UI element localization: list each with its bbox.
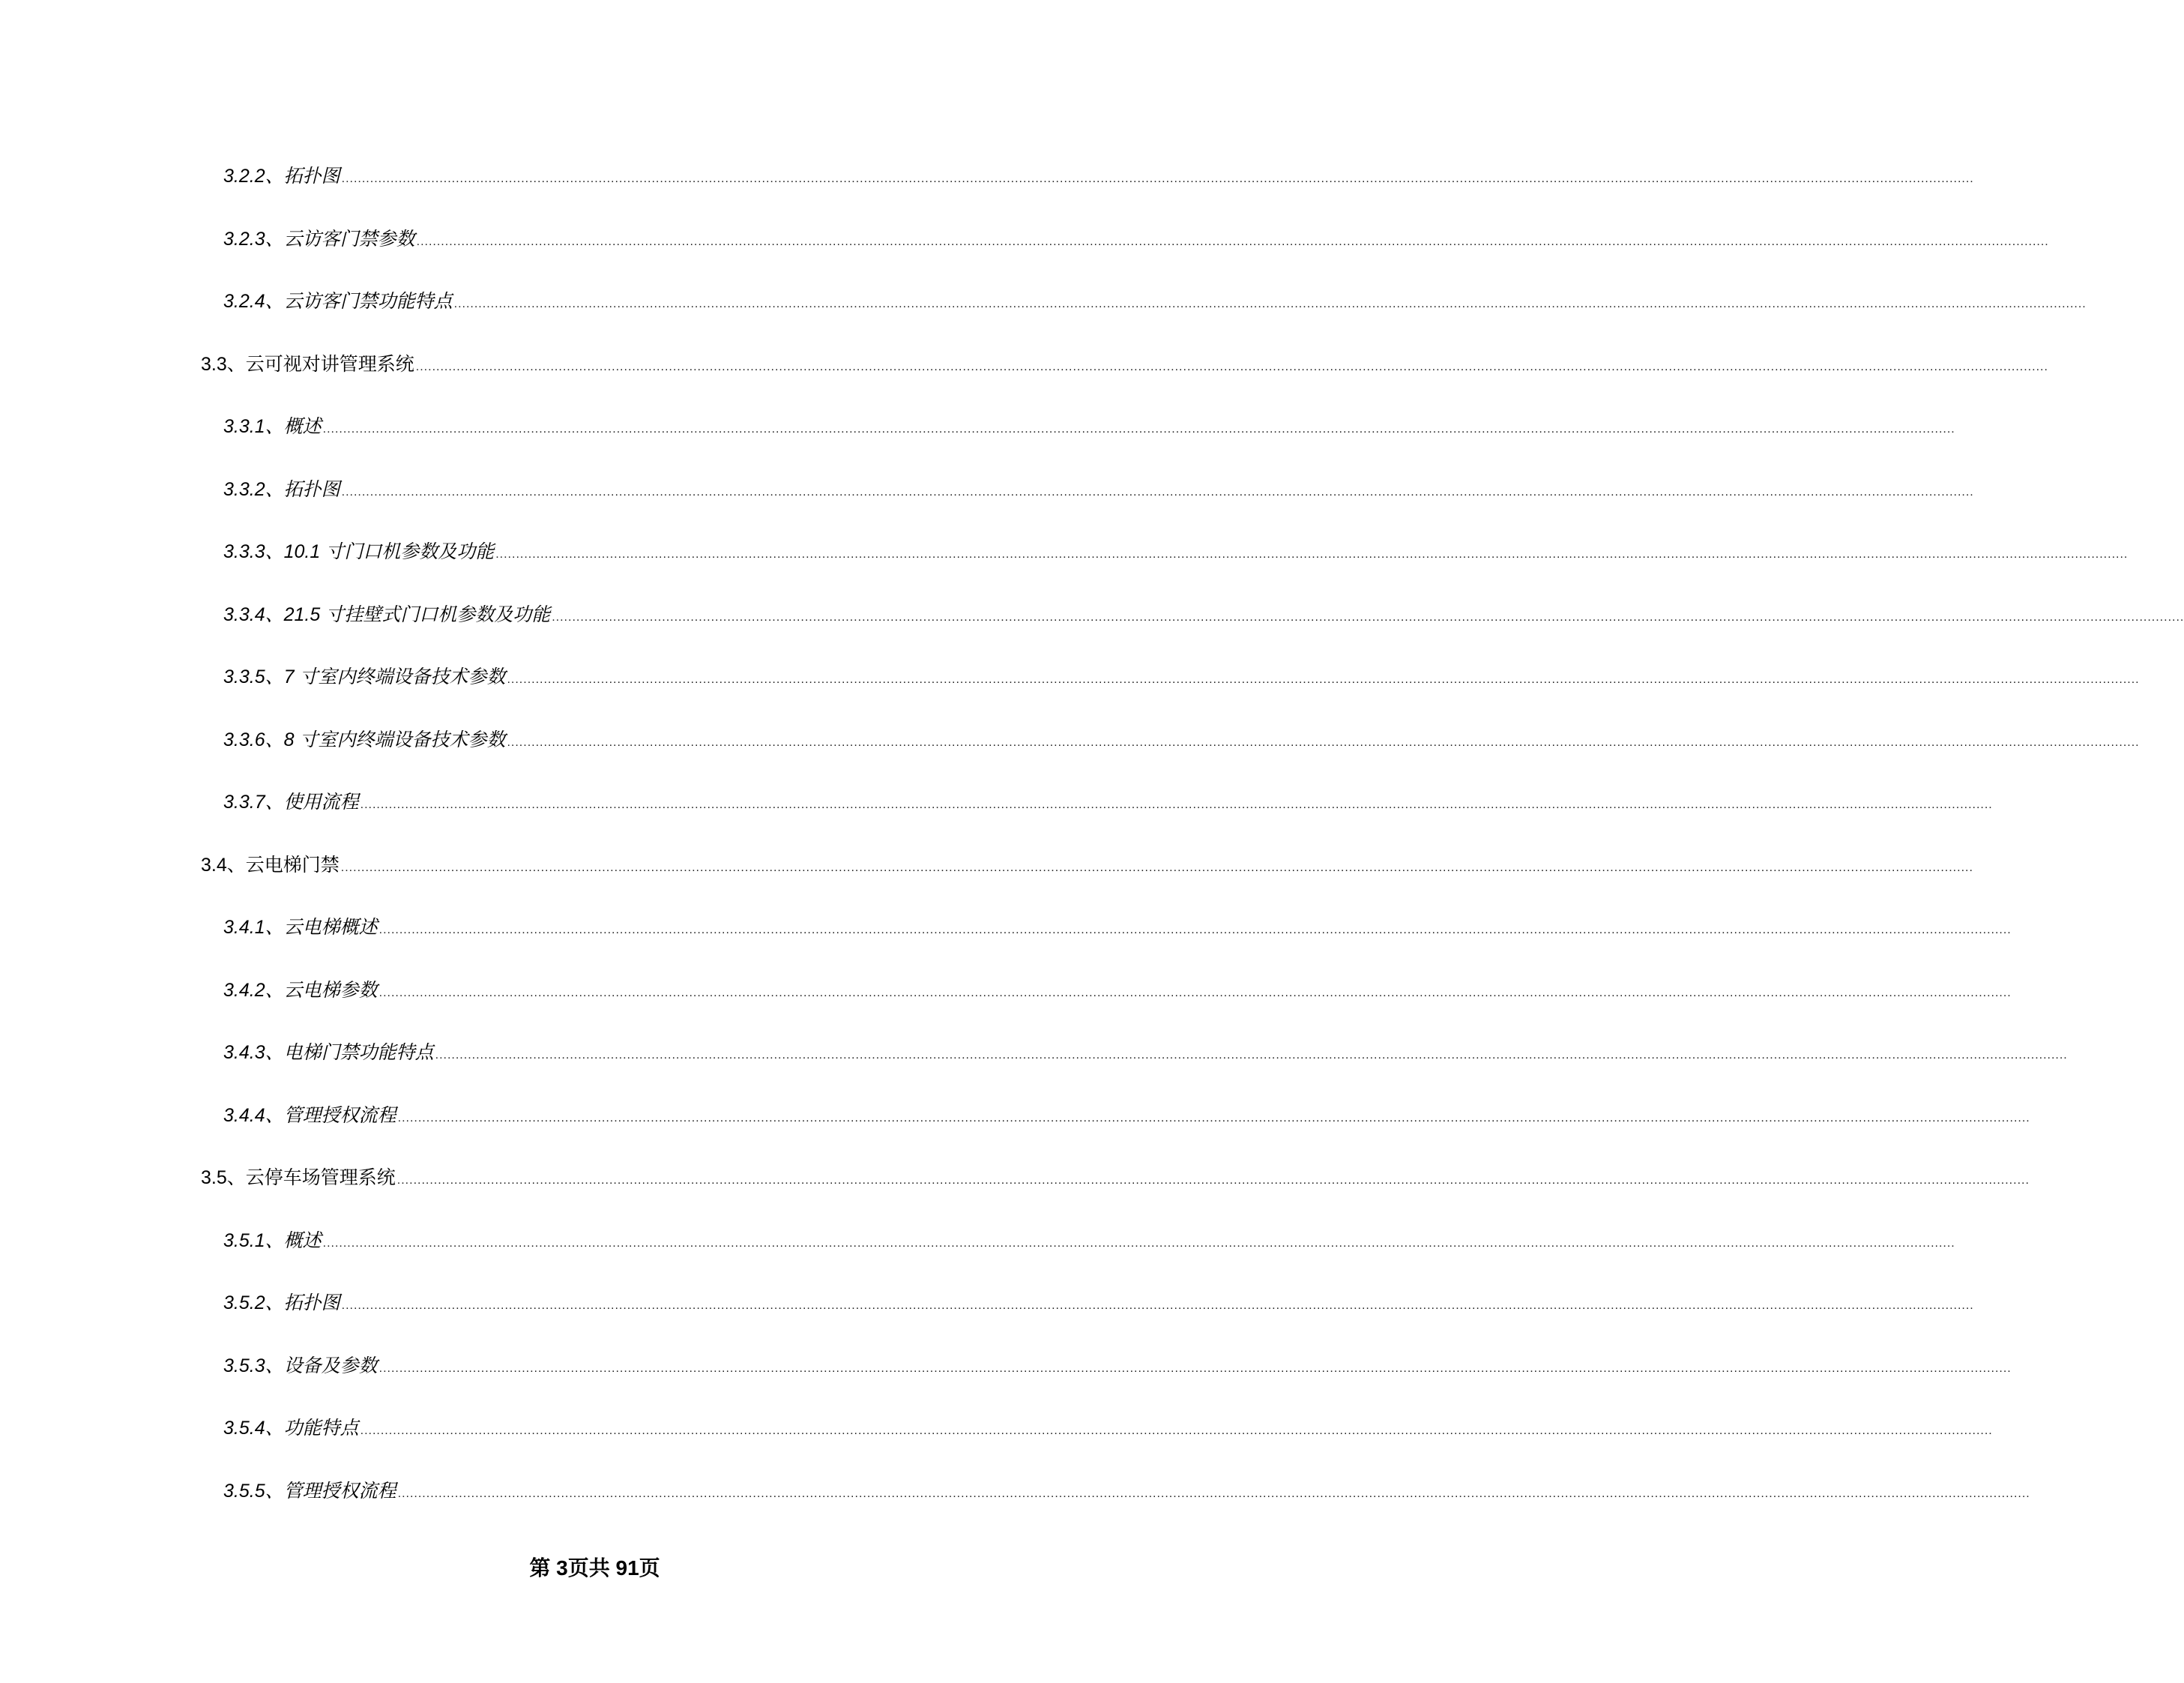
toc-dot-leader: ................................................................................................................................................................................................................................................................................................................................................................................................................ (415, 361, 2048, 373)
toc-entry-title: 21.5 寸挂壁式门口机参数及功能 (283, 604, 551, 625)
toc-dot-leader: ................................................................................................................................................................................................................................................................................................................................................................................................................ (378, 924, 2012, 936)
toc-entry[interactable] (223, 1288, 1974, 1318)
toc-entry-number: 3.4、 (201, 855, 246, 876)
toc-dot-leader: ................................................................................................................................................................................................................................................................................................................................................................................................................ (397, 1487, 2030, 1500)
toc-dot-leader: ................................................................................................................................................................................................................................................................................................................................................................................................................ (507, 736, 2140, 749)
toc-entry[interactable] (223, 1413, 1993, 1443)
toc-entry-number: 3.5、 (201, 1167, 246, 1188)
toc-entry[interactable] (201, 1163, 2030, 1193)
toc-entry-title: 功能特点 (283, 1418, 359, 1439)
toc-entry-title: 云访客门禁参数 (283, 229, 415, 250)
toc-entry-title: 管理授权流程 (283, 1481, 396, 1502)
toc-dot-leader: ................................................................................................................................................................................................................................................................................................................................................................................................................ (435, 1049, 2068, 1062)
toc-entry[interactable] (223, 1038, 2068, 1068)
toc-entry-number: 3.3.3、 (223, 541, 284, 562)
page-number-label: 第 3页共 91页 (529, 1556, 660, 1580)
toc-entry-number: 3.5.2、 (223, 1292, 284, 1313)
toc-dot-leader: ................................................................................................................................................................................................................................................................................................................................................................................................................ (360, 798, 1993, 811)
toc-entry-title: 云电梯概述 (283, 917, 378, 938)
toc-entry[interactable] (223, 787, 1993, 817)
toc-entry-title: 使用流程 (283, 792, 359, 813)
toc-entry-title: 7 寸室内终端设备技术参数 (283, 666, 506, 687)
toc-entry[interactable] (223, 475, 1974, 505)
toc-entry-title: 概述 (283, 416, 322, 437)
toc-dot-leader: ................................................................................................................................................................................................................................................................................................................................................................................................................ (552, 611, 2184, 624)
toc-dot-leader: ................................................................................................................................................................................................................................................................................................................................................................................................................ (360, 1424, 1993, 1437)
toc-entry-title: 电梯门禁功能特点 (283, 1042, 434, 1063)
toc-entry[interactable] (223, 1101, 2030, 1130)
page-footer (0, 1553, 1189, 1583)
toc-entry[interactable] (201, 349, 2048, 379)
toc-entry[interactable] (223, 725, 2140, 755)
toc-entry-title: 云访客门禁功能特点 (283, 291, 453, 312)
toc-dot-leader: ................................................................................................................................................................................................................................................................................................................................................................................................................ (495, 548, 2129, 561)
toc-entry-title: 拓扑图 (283, 166, 340, 187)
toc-entry-title: 拓扑图 (283, 1292, 340, 1313)
toc-dot-leader: ................................................................................................................................................................................................................................................................................................................................................................................................................ (378, 987, 2012, 999)
toc-entry[interactable] (223, 1226, 1955, 1256)
toc-entry-number: 3.4.1、 (223, 917, 284, 938)
toc-dot-leader: ................................................................................................................................................................................................................................................................................................................................................................................................................ (341, 486, 1974, 499)
toc-entry[interactable] (223, 412, 1955, 442)
toc-entry-number: 3.5.4、 (223, 1418, 284, 1439)
toc-entry[interactable] (223, 286, 2087, 316)
toc-entry[interactable] (223, 912, 2012, 942)
toc-dot-leader: ................................................................................................................................................................................................................................................................................................................................................................................................................ (322, 1237, 1955, 1250)
toc-entry[interactable] (223, 161, 1974, 191)
toc-dot-leader: ................................................................................................................................................................................................................................................................................................................................................................................................................ (341, 172, 1974, 185)
toc-dot-leader: ................................................................................................................................................................................................................................................................................................................................................................................................................ (416, 235, 2049, 248)
toc-entry-number: 3.3.4、 (223, 604, 284, 625)
toc-entry-title: 云停车场管理系统 (245, 1167, 396, 1188)
toc-entry-title: 10.1 寸门口机参数及功能 (283, 541, 495, 562)
toc-entry[interactable] (223, 975, 2012, 1005)
toc-entry[interactable] (201, 850, 1973, 880)
toc-entry-title: 云电梯参数 (283, 980, 378, 1001)
toc-entry-title: 8 寸室内终端设备技术参数 (283, 729, 506, 750)
toc-entry-number: 3.3.2、 (223, 479, 284, 500)
toc-entry[interactable] (223, 1351, 2012, 1381)
toc-entry-number: 3.3.7、 (223, 792, 284, 813)
toc-entry-number: 3.3.6、 (223, 729, 284, 750)
toc-entry-title: 设备及参数 (283, 1355, 378, 1376)
toc-entry-number: 3.3.5、 (223, 666, 284, 687)
toc-entry-number: 3.2.2、 (223, 166, 284, 187)
toc-entry[interactable] (223, 224, 2049, 254)
toc-dot-leader: ................................................................................................................................................................................................................................................................................................................................................................................................................ (507, 673, 2140, 686)
toc-entry[interactable] (223, 662, 2140, 692)
toc-entry-title: 概述 (283, 1230, 322, 1251)
toc-entry-number: 3.5.3、 (223, 1355, 284, 1376)
toc-dot-leader: ................................................................................................................................................................................................................................................................................................................................................................................................................ (322, 423, 1955, 436)
toc-dot-leader: ................................................................................................................................................................................................................................................................................................................................................................................................................ (396, 1174, 2030, 1187)
toc-entry-number: 3.5.1、 (223, 1230, 284, 1251)
toc-entry-number: 3.2.4、 (223, 291, 284, 312)
toc-dot-leader: ................................................................................................................................................................................................................................................................................................................................................................................................................ (453, 298, 2087, 310)
toc-entry-number: 3.3.1、 (223, 416, 284, 437)
toc-entry-number: 3.4.2、 (223, 980, 284, 1001)
toc-entry-title: 管理授权流程 (283, 1105, 396, 1126)
toc-dot-leader: ................................................................................................................................................................................................................................................................................................................................................................................................................ (341, 1299, 1974, 1312)
toc-entry-number: 3.4.4、 (223, 1105, 284, 1126)
toc-entry-number: 3.4.3、 (223, 1042, 284, 1063)
toc-entry-title: 拓扑图 (283, 479, 340, 500)
toc-dot-leader: ................................................................................................................................................................................................................................................................................................................................................................................................................ (397, 1112, 2030, 1124)
toc-dot-leader: ................................................................................................................................................................................................................................................................................................................................................................................................................ (340, 861, 1973, 874)
toc-entry-number: 3.3、 (201, 354, 246, 375)
toc-entry-title: 云电梯门禁 (245, 855, 340, 876)
toc-entry-number: 3.5.5、 (223, 1481, 284, 1502)
toc-entry[interactable] (223, 600, 2184, 630)
toc-entry-title: 云可视对讲管理系统 (245, 354, 414, 375)
toc-dot-leader: ................................................................................................................................................................................................................................................................................................................................................................................................................ (378, 1362, 2012, 1375)
toc-entry[interactable] (223, 537, 2129, 567)
toc-entry-number: 3.2.3、 (223, 229, 284, 250)
toc-entry[interactable] (223, 1476, 2030, 1506)
